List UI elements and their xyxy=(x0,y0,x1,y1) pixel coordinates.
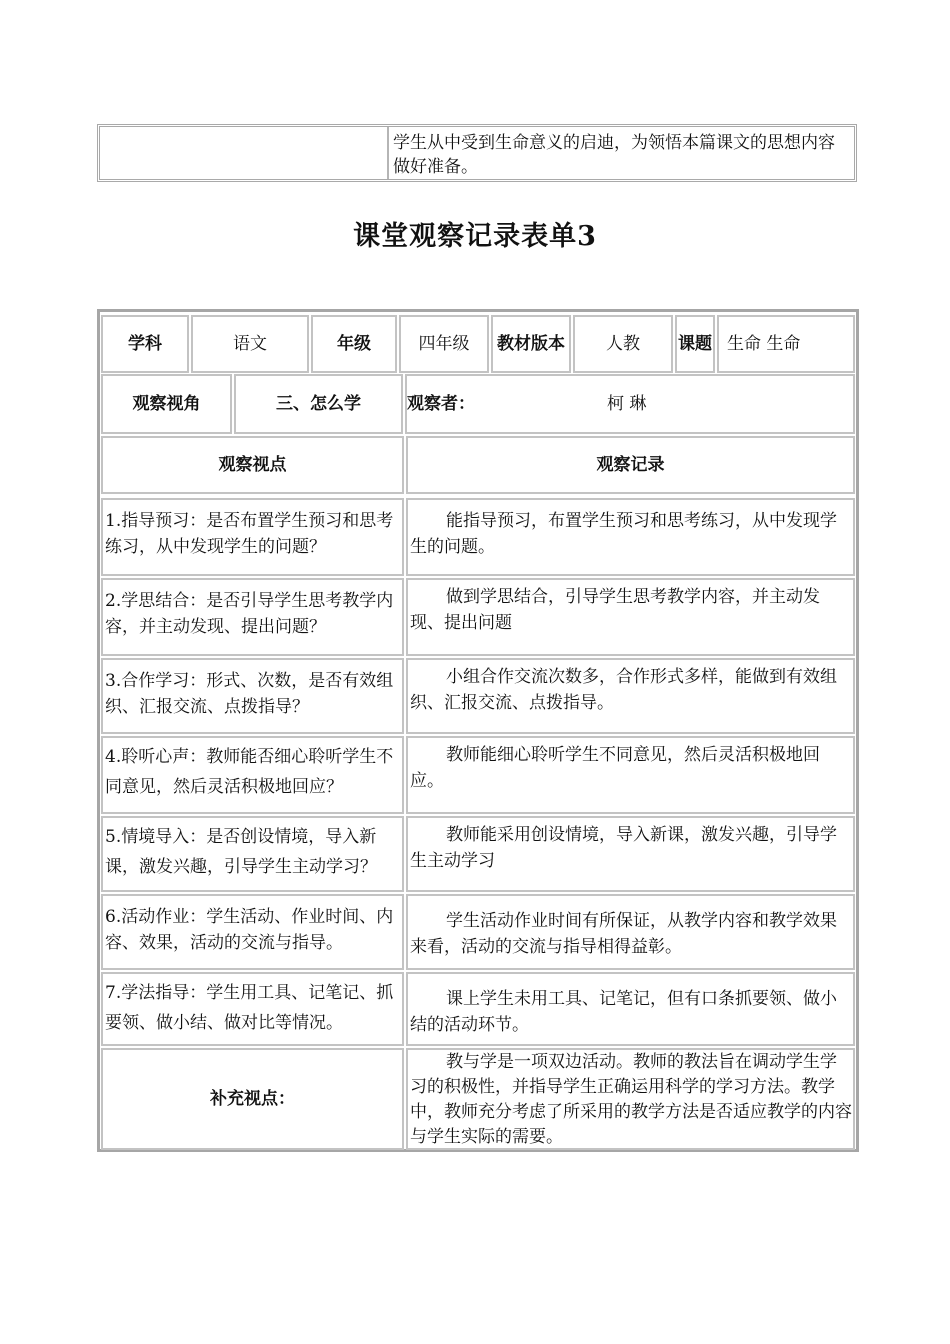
records-header: 观察记录 xyxy=(406,436,855,494)
edition-label: 教材版本 xyxy=(491,315,571,373)
table-row xyxy=(100,893,856,971)
observation-point: 5.情境导入：是否创设情境，导入新课，激发兴趣，引导学生主动学习？ xyxy=(101,816,404,892)
points-header: 观察视点 xyxy=(101,436,404,494)
subject-value: 语文 xyxy=(191,315,309,373)
supplement-text: 教与学是一项双边活动。教师的教法旨在调动学生学习的积极性，并指导学生正确运用科学的学习方法。教学中，教师充分考虑了所采用的教学方法是否适应教学的内容与学生实际的需要。 xyxy=(406,1048,855,1150)
table-row xyxy=(100,735,856,815)
column-header-row xyxy=(100,435,856,495)
observation-record: 做到学思结合，引导学生思考教学内容，并主动发现、提出问题 xyxy=(406,578,855,656)
observation-record: 学生活动作业时间有所保证，从教学内容和教学效果来看，活动的交流与指导相得益彰。 xyxy=(406,894,855,970)
grade-value: 四年级 xyxy=(399,315,489,373)
table-row xyxy=(100,815,856,893)
table-row xyxy=(100,577,856,657)
supplement-label: 补充视点： xyxy=(101,1048,404,1150)
subject-label: 学科 xyxy=(101,315,189,373)
continuation-empty-cell xyxy=(100,127,389,179)
continuation-text: 学生从中受到生命意义的启迪，为领悟本篇课文的思想内容做好准备。 xyxy=(393,133,835,177)
topic-label: 课题 xyxy=(675,315,715,373)
observer-value: 柯 琳 xyxy=(607,394,647,414)
table-row xyxy=(100,971,856,1047)
header-row xyxy=(100,314,856,374)
observation-point: 2.学思结合：是否引导学生思考教学内容，并主动发现、提出问题？ xyxy=(101,578,404,656)
observation-record: 能指导预习，布置学生预习和思考练习，从中发现学生的问题。 xyxy=(406,498,855,576)
topic-value: 生命 生命 xyxy=(717,315,855,373)
observation-record: 小组合作交流次数多，合作形式多样，能做到有效组织、汇报交流、点拨指导。 xyxy=(406,658,855,734)
grade-label: 年级 xyxy=(311,315,397,373)
observation-point: 6.活动作业：学生活动、作业时间、内容、效果，活动的交流与指导。 xyxy=(101,894,404,970)
page-title: 课堂观察记录表单3 xyxy=(353,221,597,252)
continuation-table xyxy=(97,124,857,182)
observation-record: 教师能细心聆听学生不同意见，然后灵活积极地回应。 xyxy=(406,736,855,814)
observation-point: 4.聆听心声：教师能否细心聆听学生不同意见，然后灵活积极地回应？ xyxy=(101,736,404,814)
observation-point: 1.指导预习：是否布置学生预习和思考练习，从中发现学生的问题？ xyxy=(101,498,404,576)
angle-row xyxy=(100,373,856,435)
angle-value: 三、怎么学 xyxy=(234,374,403,434)
observer-label: 观察者： xyxy=(407,394,475,414)
table-row xyxy=(100,497,856,577)
observer-cell xyxy=(405,374,855,434)
supplement-row xyxy=(100,1047,856,1151)
observation-table xyxy=(97,309,859,1152)
table-row xyxy=(100,657,856,735)
observation-record: 教师能采用创设情境，导入新课，激发兴趣，引导学生主动学习 xyxy=(406,816,855,892)
observation-point: 7.学法指导：学生用工具、记笔记、抓要领、做小结、做对比等情况。 xyxy=(101,972,404,1046)
angle-label: 观察视角 xyxy=(101,374,232,434)
observation-record: 课上学生未用工具、记笔记，但有口条抓要领、做小结的活动环节。 xyxy=(406,972,855,1046)
edition-value: 人教 xyxy=(573,315,673,373)
observation-point: 3.合作学习：形式、次数，是否有效组织、汇报交流、点拨指导？ xyxy=(101,658,404,734)
